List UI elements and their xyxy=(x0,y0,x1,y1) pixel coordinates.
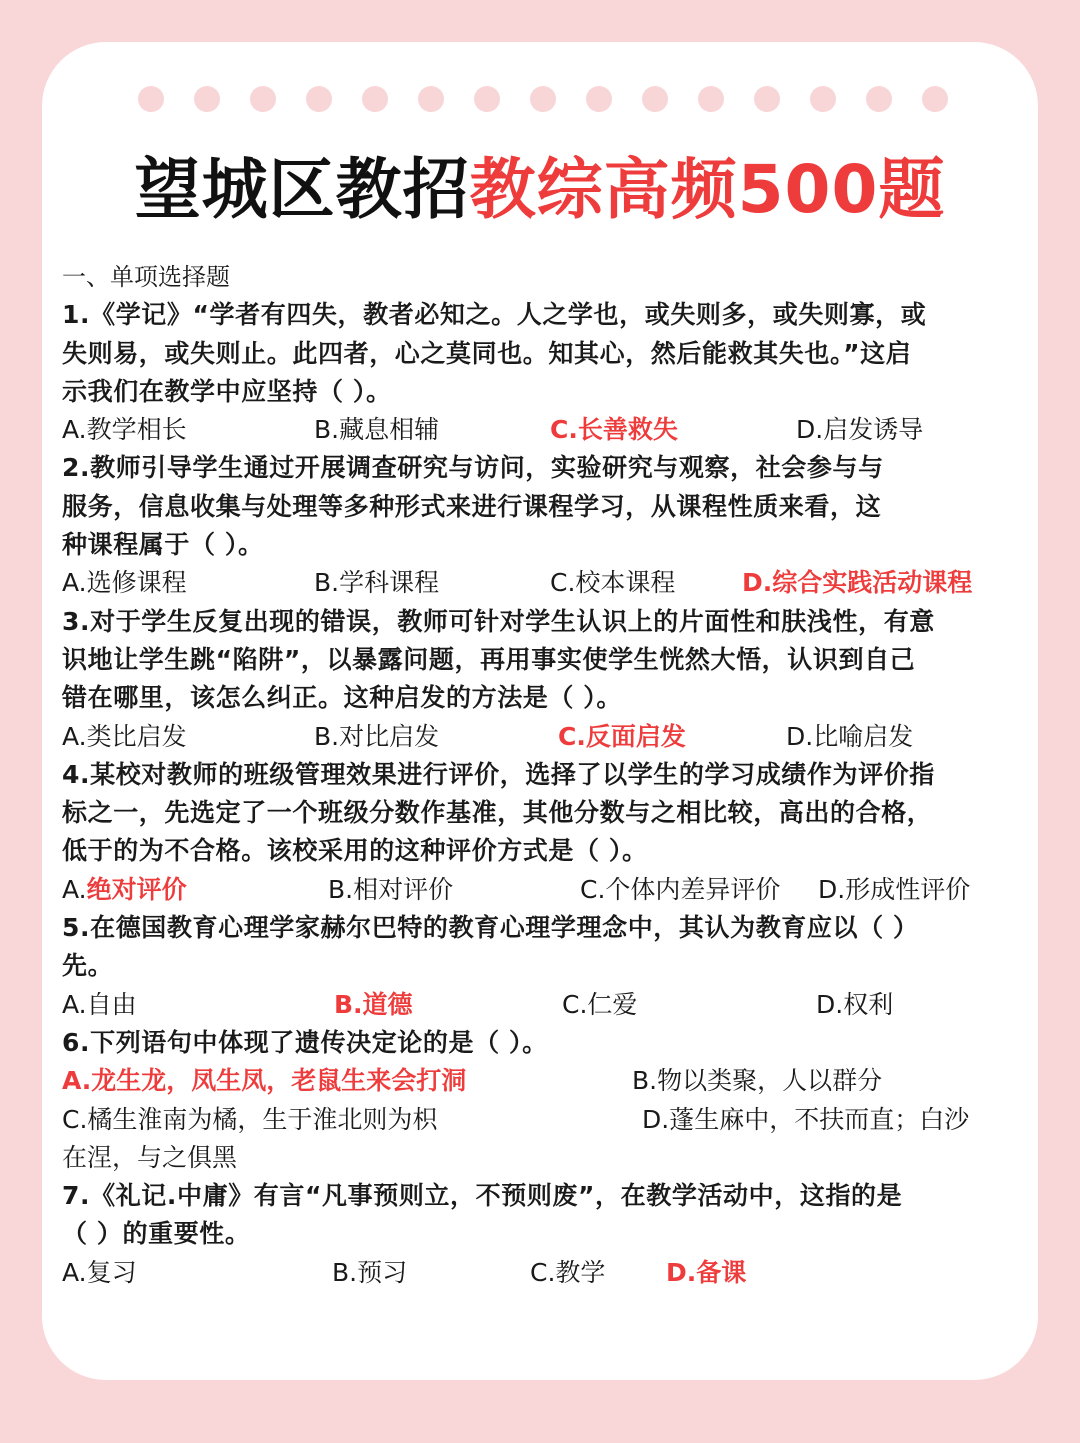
option-c-answer: C.长善救失 xyxy=(550,415,678,445)
option-d-answer: D.备课 xyxy=(666,1257,747,1287)
question-2-line: 服务，信息收集与处理等多种形式来进行课程学习，从课程性质来看，这 xyxy=(62,491,882,521)
question-2-line: 种课程属于（ ）。 xyxy=(62,530,264,560)
option-a-answer: 绝对评价 xyxy=(86,874,187,904)
option-b: B.对比启发 xyxy=(314,721,440,751)
question-list xyxy=(62,258,1022,1292)
title-red: 教综高频500题 xyxy=(469,151,946,228)
option-d: D.启发诱导 xyxy=(796,415,924,445)
option-b: B.预习 xyxy=(332,1257,408,1287)
dot xyxy=(698,86,724,112)
option-c: C.教学 xyxy=(530,1257,606,1287)
option-a-answer: A.龙生龙，凤生凤，老鼠生来会打洞 xyxy=(62,1066,467,1096)
option-d: D.权利 xyxy=(816,989,894,1019)
dot xyxy=(362,86,388,112)
page-title xyxy=(0,150,1080,230)
option-c-answer: C.反面启发 xyxy=(558,721,686,751)
option-a: A.选修课程 xyxy=(62,568,187,598)
option-d: D.蓬生麻中，不扶而直；白沙 xyxy=(642,1104,970,1134)
option-a: A.类比启发 xyxy=(62,721,187,751)
option-b: B.物以类聚，人以群分 xyxy=(632,1066,883,1096)
option-b: B.相对评价 xyxy=(328,874,454,904)
section-heading: 一、单项选择题 xyxy=(62,263,230,291)
option-a-prefix: A. xyxy=(62,874,87,904)
option-b: B.学科课程 xyxy=(314,568,440,598)
option-c: C.个体内差异评价 xyxy=(580,874,781,904)
option-b-answer: B.道德 xyxy=(334,989,413,1019)
option-d: D.比喻启发 xyxy=(786,721,914,751)
question-4-line: 标之一，先选定了一个班级分数作基准，其他分数与之相比较，高出的合格， xyxy=(62,798,933,828)
question-2-options xyxy=(62,564,1022,602)
question-5-options xyxy=(62,986,1022,1024)
question-7-options xyxy=(62,1254,1022,1292)
question-1-line: 示我们在教学中应坚持（ ）。 xyxy=(62,376,392,406)
question-6-options-row-1 xyxy=(62,1062,1022,1100)
question-5-line: 5.在德国教育心理学家赫尔巴特的教育心理学理念中，其认为教育应以（ ） xyxy=(62,913,919,943)
question-6-line: 6.下列语句中体现了遗传决定论的是（ ）。 xyxy=(62,1027,548,1057)
dot xyxy=(250,86,276,112)
option-d-answer: D.综合实践活动课程 xyxy=(742,568,973,598)
question-4-options xyxy=(62,871,1022,909)
question-1-line: 失则易，或失则止。此四者，心之莫同也。知其心，然后能救其失也。”这启 xyxy=(62,338,912,368)
decorative-dots xyxy=(138,86,948,112)
question-7-line: 7.《礼记.中庸》有言“凡事预则立，不预则废”，在教学活动中，这指的是 xyxy=(62,1181,903,1211)
option-d-continued: 在涅，与之俱黑 xyxy=(62,1142,238,1172)
question-3-line: 错在哪里，该怎么纠正。这种启发的方法是（ ）。 xyxy=(62,683,623,713)
option-c: C.橘生淮南为橘，生于淮北则为枳 xyxy=(62,1104,438,1134)
dot xyxy=(586,86,612,112)
question-1-line: 1.《学记》“学者有四失，教者必知之。人之学也，或失则多，或失则寡，或 xyxy=(62,300,927,330)
question-4-line: 低于的为不合格。该校采用的这种评价方式是（ ）。 xyxy=(62,836,648,866)
question-3-line: 3.对于学生反复出现的错误，教师可针对学生认识上的片面性和肤浅性，有意 xyxy=(62,606,935,636)
question-2-line: 2.教师引导学生通过开展调查研究与访问，实验研究与观察，社会参与与 xyxy=(62,453,884,483)
option-d: D.形成性评价 xyxy=(818,874,971,904)
option-a: A.教学相长 xyxy=(62,415,187,445)
option-c: C.校本课程 xyxy=(550,568,676,598)
dot xyxy=(922,86,948,112)
question-4-line: 4.某校对教师的班级管理效果进行评价，选择了以学生的学习成绩作为评价指 xyxy=(62,759,935,789)
dot xyxy=(306,86,332,112)
question-3-line: 识地让学生跳“陷阱”，以暴露问题，再用事实使学生恍然大悟，认识到自己 xyxy=(62,644,916,674)
dot xyxy=(418,86,444,112)
question-7-line: （ ）的重要性。 xyxy=(62,1219,251,1249)
question-3-options xyxy=(62,718,1022,756)
dot xyxy=(474,86,500,112)
dot xyxy=(138,86,164,112)
dot xyxy=(754,86,780,112)
dot xyxy=(194,86,220,112)
question-5-line: 先。 xyxy=(62,951,114,981)
option-a: A.复习 xyxy=(62,1257,137,1287)
question-1-options xyxy=(62,411,1022,449)
dot xyxy=(642,86,668,112)
dot xyxy=(866,86,892,112)
dot xyxy=(530,86,556,112)
option-b: B.藏息相辅 xyxy=(314,415,440,445)
option-c: C.仁爱 xyxy=(562,989,638,1019)
option-a xyxy=(62,871,187,909)
title-black: 望城区教招 xyxy=(134,151,470,228)
option-a: A.自由 xyxy=(62,989,137,1019)
dot xyxy=(810,86,836,112)
question-6-options-row-2 xyxy=(62,1101,1022,1139)
